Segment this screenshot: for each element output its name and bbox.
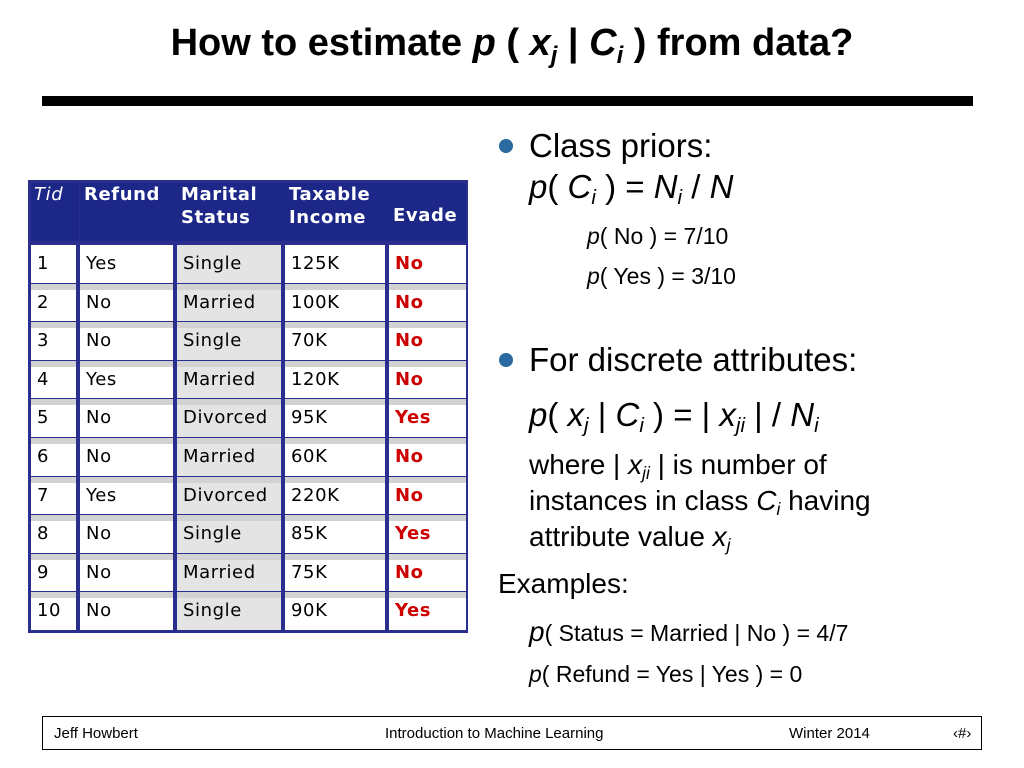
cell-evade: Yes (389, 515, 466, 553)
cell-marital: Divorced (177, 399, 281, 437)
cell-income: 60K (285, 438, 385, 476)
cell-income: 100K (285, 284, 385, 321)
row-divider (177, 399, 281, 405)
row-divider (177, 322, 281, 328)
cell-evade: No (389, 554, 466, 591)
row-divider (31, 284, 76, 290)
cell-refund: No (80, 438, 173, 476)
cell-evade: No (389, 284, 466, 321)
cell-tid: 9 (31, 554, 76, 591)
row-divider (31, 515, 76, 521)
cell-income: 95K (285, 399, 385, 437)
row-divider (285, 515, 385, 521)
cell-marital: Married (177, 438, 281, 476)
title-divider (42, 96, 973, 106)
row-divider (177, 438, 281, 444)
cell-refund: No (80, 399, 173, 437)
example-status-married: p( Status = Married | No ) = 4/7 (529, 616, 849, 647)
slide-footer (42, 716, 982, 750)
cell-refund: Yes (80, 361, 173, 398)
where-line-1: where | $x_{ji}$ | is number of (529, 449, 827, 484)
row-divider (80, 322, 173, 328)
where-line-2: instances in class $C_i$ having (529, 485, 871, 520)
cell-marital: Divorced (177, 477, 281, 514)
row-divider (80, 592, 173, 598)
row-divider (389, 477, 466, 483)
cell-evade: Yes (389, 592, 466, 630)
cell-evade: No (389, 477, 466, 514)
row-divider (177, 515, 281, 521)
row-divider (31, 399, 76, 405)
footer-term: Winter 2014 (789, 725, 870, 742)
row-divider (285, 399, 385, 405)
row-divider (31, 438, 76, 444)
cell-income: 75K (285, 554, 385, 591)
cell-refund: No (80, 592, 173, 630)
row-divider (389, 361, 466, 367)
row-divider (285, 554, 385, 560)
row-divider (389, 592, 466, 598)
cell-income: 125K (285, 245, 385, 283)
cell-refund: No (80, 554, 173, 591)
prior-example-no: p( No ) = 7/10 (587, 223, 729, 249)
cell-marital: Married (177, 554, 281, 591)
row-divider (80, 554, 173, 560)
row-divider (80, 284, 173, 290)
row-divider (285, 438, 385, 444)
discrete-heading: For discrete attributes: (529, 341, 858, 378)
bullet-dot (499, 353, 513, 367)
cell-evade: No (389, 438, 466, 476)
row-divider (177, 554, 281, 560)
header-tid: Tid (31, 183, 79, 241)
header-taxable-income: Taxable Income (285, 183, 389, 241)
cell-evade: Yes (389, 399, 466, 437)
cell-evade: No (389, 361, 466, 398)
prior-example-yes: p( Yes ) = 3/10 (587, 263, 736, 289)
row-divider (31, 554, 76, 560)
cell-tid: 1 (31, 245, 76, 283)
footer-author: Jeff Howbert (54, 725, 138, 742)
row-divider (31, 592, 76, 598)
slide-title: How to estimate p ( $x_j$ | $C_i$ ) from data? (170, 22, 854, 69)
row-divider (285, 361, 385, 367)
row-divider (31, 477, 76, 483)
row-divider (31, 361, 76, 367)
row-divider (80, 515, 173, 521)
example-refund-yes: p( Refund = Yes | Yes ) = 0 (529, 661, 803, 687)
row-divider (177, 361, 281, 367)
cell-evade: No (389, 245, 466, 283)
cell-refund: Yes (80, 477, 173, 514)
row-divider (177, 284, 281, 290)
cell-evade: No (389, 322, 466, 360)
discrete-formula: p( $x_j$ | $C_i$ ) = | $x_{ji}$ | / $N_i$ (529, 396, 819, 438)
row-divider (31, 322, 76, 328)
cell-tid: 2 (31, 284, 76, 321)
cell-refund: No (80, 515, 173, 553)
cell-income: 90K (285, 592, 385, 630)
cell-marital: Single (177, 322, 281, 360)
cell-refund: No (80, 322, 173, 360)
row-divider (285, 592, 385, 598)
row-divider (285, 284, 385, 290)
row-divider (80, 438, 173, 444)
cell-tid: 3 (31, 322, 76, 360)
row-divider (389, 515, 466, 521)
row-divider (389, 399, 466, 405)
where-line-3: attribute value $x_j$ (529, 521, 731, 556)
priors-formula: p( $C_i$ ) = $N_i$ / N (529, 168, 734, 210)
header-refund: Refund (80, 183, 177, 241)
examples-heading: Examples: (498, 568, 629, 599)
row-divider (177, 477, 281, 483)
cell-marital: Single (177, 245, 281, 283)
cell-refund: No (80, 284, 173, 321)
cell-refund: Yes (80, 245, 173, 283)
cell-marital: Single (177, 592, 281, 630)
training-data-table (28, 180, 468, 633)
row-divider (285, 477, 385, 483)
cell-tid: 5 (31, 399, 76, 437)
row-divider (389, 322, 466, 328)
cell-tid: 10 (31, 592, 76, 630)
row-divider (80, 361, 173, 367)
row-divider (285, 322, 385, 328)
priors-heading: Class priors: (529, 127, 713, 164)
row-divider (389, 284, 466, 290)
row-divider (389, 438, 466, 444)
row-divider (80, 399, 173, 405)
header-evade: Evade (389, 183, 466, 241)
footer-course: Introduction to Machine Learning (385, 725, 604, 742)
header-marital-status: Marital Status (177, 183, 285, 241)
row-divider (80, 477, 173, 483)
cell-tid: 6 (31, 438, 76, 476)
row-divider (389, 554, 466, 560)
cell-marital: Married (177, 361, 281, 398)
cell-tid: 4 (31, 361, 76, 398)
cell-income: 85K (285, 515, 385, 553)
cell-marital: Married (177, 284, 281, 321)
cell-tid: 7 (31, 477, 76, 514)
cell-marital: Single (177, 515, 281, 553)
cell-income: 120K (285, 361, 385, 398)
cell-income: 70K (285, 322, 385, 360)
cell-income: 220K (285, 477, 385, 514)
row-divider (177, 592, 281, 598)
footer-page-number: ‹#› (953, 725, 972, 742)
bullet-dot (499, 139, 513, 153)
cell-tid: 8 (31, 515, 76, 553)
